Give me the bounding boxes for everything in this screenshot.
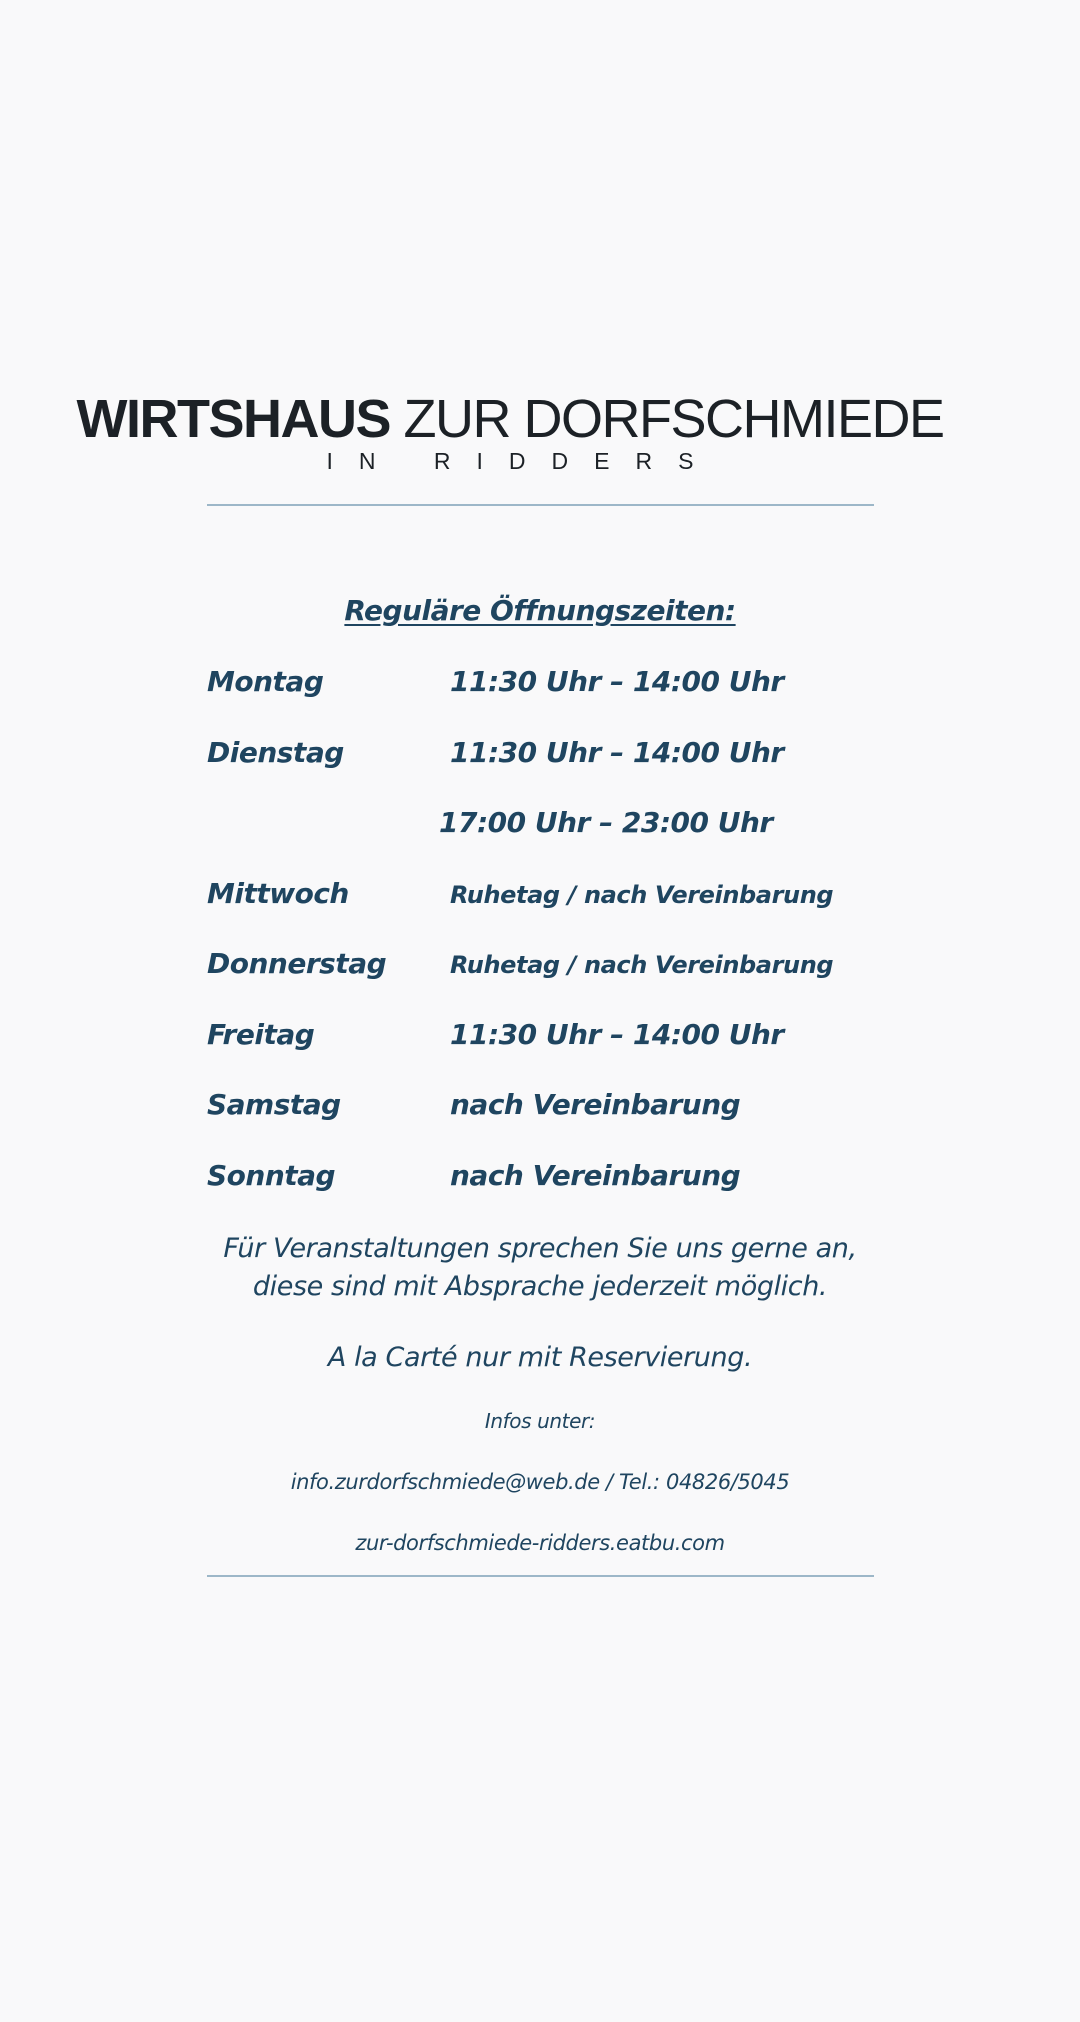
day-label: Donnerstag [207,947,387,980]
day-label: Samstag [207,1088,341,1121]
day-label: Freitag [207,1018,315,1051]
email-link[interactable]: info.zurdorfschmiede@web.de [290,1470,600,1494]
events-note-line1: Für Veranstaltungen sprechen Sie uns gerne an, [223,1233,857,1264]
hours-row-tuesday [207,736,907,776]
top-divider [207,504,874,506]
phone-link[interactable]: Tel.: 04826/5045 [618,1470,790,1494]
time-value: Ruhetag / nach Vereinbarung [450,881,834,909]
contact-line [0,1470,1080,1494]
time-value: nach Vereinbarung [450,1088,741,1121]
time-value: 11:30 Uhr – 14:00 Uhr [450,1018,784,1051]
logo-title-light: ZUR DORFSCHMIEDE [403,389,944,449]
logo-title [0,389,1020,449]
bottom-divider [207,1575,874,1577]
hours-row-thursday [207,947,907,987]
time-value-extra: 17:00 Uhr – 23:00 Uhr [439,806,773,839]
time-value: 11:30 Uhr – 14:00 Uhr [450,736,784,769]
time-value: 11:30 Uhr – 14:00 Uhr [450,665,784,698]
events-note [0,1230,1080,1306]
contact-separator: / [599,1470,619,1494]
events-note-line2: diese sind mit Absprache jederzeit möglich. [252,1271,828,1302]
opening-hours-heading: Reguläre Öffnungszeiten: [344,594,736,627]
hours-row-monday [207,665,907,705]
hours-row-sunday [207,1159,907,1199]
time-value: Ruhetag / nach Vereinbarung [450,951,834,979]
day-label: Dienstag [207,736,344,769]
logo-title-bold: WIRTSHAUS [76,389,390,449]
time-value: nach Vereinbarung [450,1159,741,1192]
hours-row-saturday [207,1088,907,1128]
hours-row-wednesday [207,877,907,917]
hours-row-friday [207,1018,907,1058]
a-la-carte-note: A la Carté nur mit Reservierung. [327,1342,753,1373]
website-line [0,1531,1080,1555]
day-label: Montag [207,665,324,698]
infos-label: Infos unter: [484,1409,596,1433]
day-label: Mittwoch [207,877,349,910]
hours-row-tuesday-evening [207,806,907,846]
logo-subtitle: IN RIDDERS [326,448,720,474]
day-label: Sonntag [207,1159,336,1192]
website-link[interactable]: zur-dorfschmiede-ridders.eatbu.com [355,1531,725,1555]
restaurant-logo [0,389,1020,475]
